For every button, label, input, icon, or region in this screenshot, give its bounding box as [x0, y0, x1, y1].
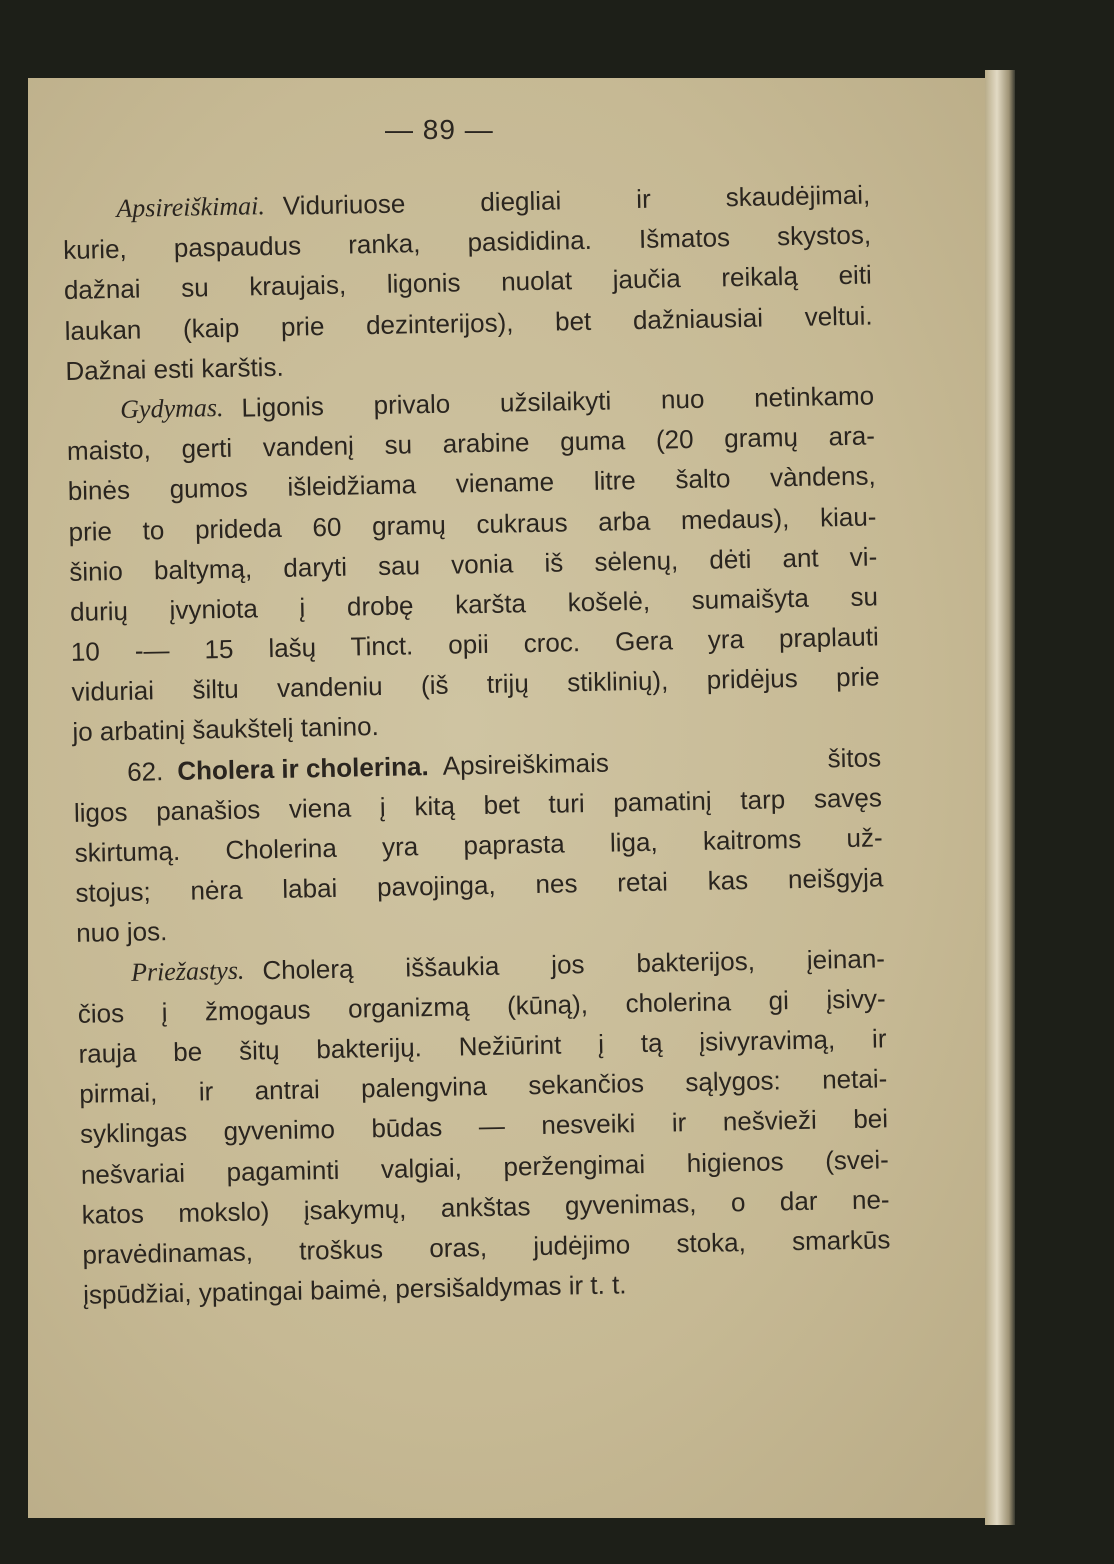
- line-text: Viduriuose diegliai ir skaudėjimai,: [282, 179, 871, 221]
- line-text: stojus; nėra labai pavojinga, nes retai kas neišgyja: [75, 862, 884, 909]
- line-text: nuo jos.: [75, 916, 168, 949]
- line-text: pirmai, ir antrai palengvina sekančios sąlygos: netai-: [79, 1063, 888, 1109]
- section-lead: Priežastys.: [130, 955, 245, 987]
- line-text: ligos panašios viena į kitą bet turi pamatinį tarp savęs: [73, 782, 883, 828]
- line-text: 10 -— 15 lašų Tinct. opii croc. Gera yra praplauti: [70, 621, 880, 667]
- line-text: Cholerą iššaukia jos bakterijos, įeinan-: [262, 942, 886, 985]
- line-text: Dažnai esti karštis.: [65, 351, 284, 386]
- line-text: nešvariai pagaminti valgiai, peržengimai higienos (svei-: [80, 1143, 890, 1190]
- line-text: laukan (kaip prie dezinterijos), bet dažniausiai veltui.: [64, 300, 873, 346]
- section-lead: Apsireiškimai.: [116, 191, 266, 223]
- line-text: kurie, paspaudus ranka, pasididina. Išmatos skystos,: [62, 219, 872, 266]
- line-text: prie to prideda 60 gramų cukraus arba medaus), kiau-: [68, 500, 877, 547]
- line-text: katos mokslo) įsakymų, ankštas gyvenimas, o dar ne-: [81, 1183, 890, 1230]
- line-text: dažnai su kraujais, ligonis nuolat jaučia reikalą eiti: [63, 259, 873, 306]
- line-text: Apsireiškimais šitos: [442, 742, 882, 781]
- line-text: maisto, gerti vandenį su arabine guma (20 gramų ara-: [66, 420, 876, 467]
- body-text: [62, 174, 891, 1315]
- line-text: viduriai šiltu vandeniu (iš trijų stiklinių), pridėjus prie: [71, 661, 880, 708]
- line-text: syklingas gyvenimo būdas — nesveiki ir nešvieži bei: [79, 1103, 889, 1150]
- line-text: jo arbatinį šaukštelį tanino.: [72, 711, 380, 748]
- line-text: Ligonis privalo užsilaikyti nuo netinkamo: [241, 380, 875, 423]
- line-text: pravėdinamas, troškus oras, judėjimo stoka, smarkūs: [82, 1224, 891, 1270]
- line-text: durių įvyniota į drobę karšta košelė, sumaišyta su: [69, 581, 879, 627]
- line-text: čios į žmogaus organizmą (kūną), cholerina gi įsivy-: [77, 983, 886, 1029]
- page-edge: [985, 70, 1015, 1525]
- section-number: 62.: [126, 755, 164, 787]
- line-text: šinio baltymą, daryti sau vonia iš sėlenų, dėti ant vi-: [69, 541, 878, 587]
- line-text: binės gumos išleidžiama viename litre šalto vàndens,: [67, 460, 876, 507]
- page-number: — 89 —: [385, 114, 494, 145]
- line-text: įspūdžiai, ypatingai baimė, persišaldymas ir t. t.: [82, 1269, 627, 1310]
- section-lead: Gydymas.: [119, 392, 224, 424]
- section-heading: Cholera ir cholerina.: [177, 750, 429, 786]
- line-text: skirtumą. Cholerina yra paprasta liga, kaitroms už-: [74, 822, 883, 868]
- line-text: rauja be šitų bakterijų. Nežiūrint į tą įsivyravimą, ir: [78, 1023, 887, 1069]
